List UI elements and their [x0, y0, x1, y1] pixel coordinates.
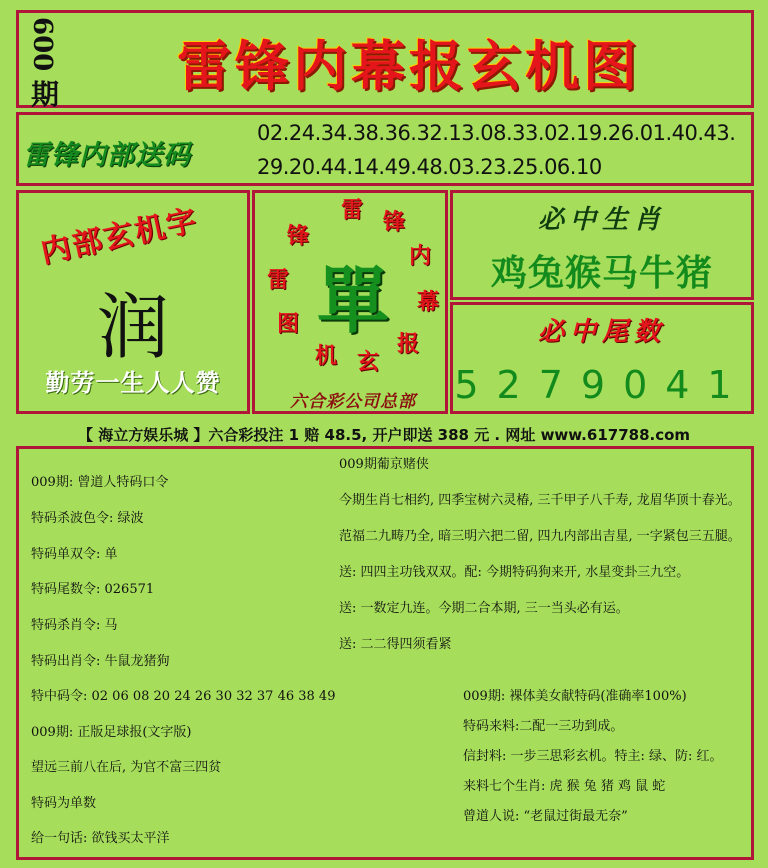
ad-banner: 【 海立方娱乐城 】六合彩投注 1 赔 48.5, 开户即送 388 元 . 网址 www.617788.com: [77, 426, 691, 444]
tip-line: 来料七个生肖: 虎 猴 兔 猪 鸡 鼠 蛇: [463, 779, 666, 794]
period-label: [23, 17, 67, 112]
numbers-panel: [16, 112, 754, 186]
ring-char: 锋: [286, 223, 309, 249]
ring-panel: [252, 190, 448, 414]
tip-line: 范福二九畴乃全, 暗三明六把二留, 四九内部出吉星, 一字紧包三五腿。: [339, 529, 741, 544]
page-title: 雷锋内幕报玄机图: [177, 33, 641, 98]
center-char: 單: [316, 258, 389, 343]
xuanji-phrase: 勤劳一生人人赞: [45, 368, 221, 397]
tips-panel: [16, 446, 754, 860]
tip-line: 特中码令: 02 06 08 20 24 26 30 32 37 46 38 49: [31, 689, 336, 704]
tip-line: 009期: 曾道人特码口令: [31, 475, 169, 490]
ring-char: 报: [396, 331, 419, 357]
tip-line: 009期葡京赌侠: [339, 457, 429, 472]
tip-line: 特码杀肖令: 马: [31, 618, 118, 633]
tip-line: 信封料: 一步三思彩玄机。特主: 绿、防: 红。: [463, 749, 723, 764]
tip-line: 特码尾数令: 026571: [31, 582, 155, 597]
tip-line: 望远三前八在后, 为官不富三四贫: [31, 760, 222, 775]
tip-line: 009期: 裸体美女献特码(准确率100%): [463, 689, 687, 704]
tail-digits: 5279041: [454, 363, 750, 407]
tip-line: 今期生肖七相约, 四季宝树六灵椿, 三千甲子八千寿, 龙眉华顶十春光。: [339, 493, 741, 508]
ring-char: 内: [408, 243, 431, 269]
title-panel: [16, 10, 754, 112]
tip-line: 送: 四四主功钱双双。配: 今期特码狗来开, 水星变卦三九空。: [339, 565, 690, 580]
zodiac-panel: [450, 190, 754, 300]
xuanji-panel: [16, 190, 250, 414]
xuanji-char: 润: [96, 285, 169, 369]
ring-char: 玄: [356, 349, 379, 375]
zodiac-title: 必中生肖: [537, 205, 666, 235]
ring-char: 雷: [340, 197, 363, 223]
tip-line: 曾道人说: “老鼠过街最无奈”: [463, 809, 628, 824]
numbers-line-1: 02.24.34.38.36.32.13.08.33.02.19.26.01.40.43.: [257, 121, 736, 145]
tip-line: 特码为单数: [31, 796, 97, 811]
tail-panel: [450, 302, 754, 414]
numbers-label: 雷锋内部送码: [23, 140, 191, 171]
period-number: 009: [30, 17, 60, 72]
company-name: 六合彩公司总部: [290, 392, 416, 412]
numbers-line-2: 29.20.44.14.49.48.03.23.25.06.10: [257, 155, 602, 179]
tip-line: 送: 二二得四须看紧: [339, 637, 452, 652]
ring-char: 机: [314, 343, 337, 369]
ring-char: 图: [276, 311, 299, 337]
tip-line: 特码杀波色令: 绿波: [31, 511, 144, 526]
ring-char: 锋: [382, 209, 405, 235]
tip-line: 特码出肖令: 牛鼠龙猪狗: [31, 654, 170, 669]
period-suffix: 期: [30, 78, 59, 112]
tip-line: 特码来料:二配一三功到成。: [463, 719, 624, 734]
ring-char: 幕: [416, 289, 439, 315]
tail-title: 必中尾数: [537, 317, 666, 347]
tip-line: 特码单双令: 单: [31, 547, 118, 562]
ring-char: 雷: [266, 267, 289, 293]
tip-line: 给一句话: 欲钱买太平洋: [31, 831, 170, 846]
tip-line: 009期: 正版足球报(文字版): [31, 725, 192, 740]
zodiac-list: 鸡兔猴马牛猪: [490, 252, 713, 294]
tip-line: 送: 一数定九连。今期二合本期, 三一当头必有运。: [339, 601, 629, 616]
xuanji-title: 内部玄机字: [37, 202, 202, 271]
